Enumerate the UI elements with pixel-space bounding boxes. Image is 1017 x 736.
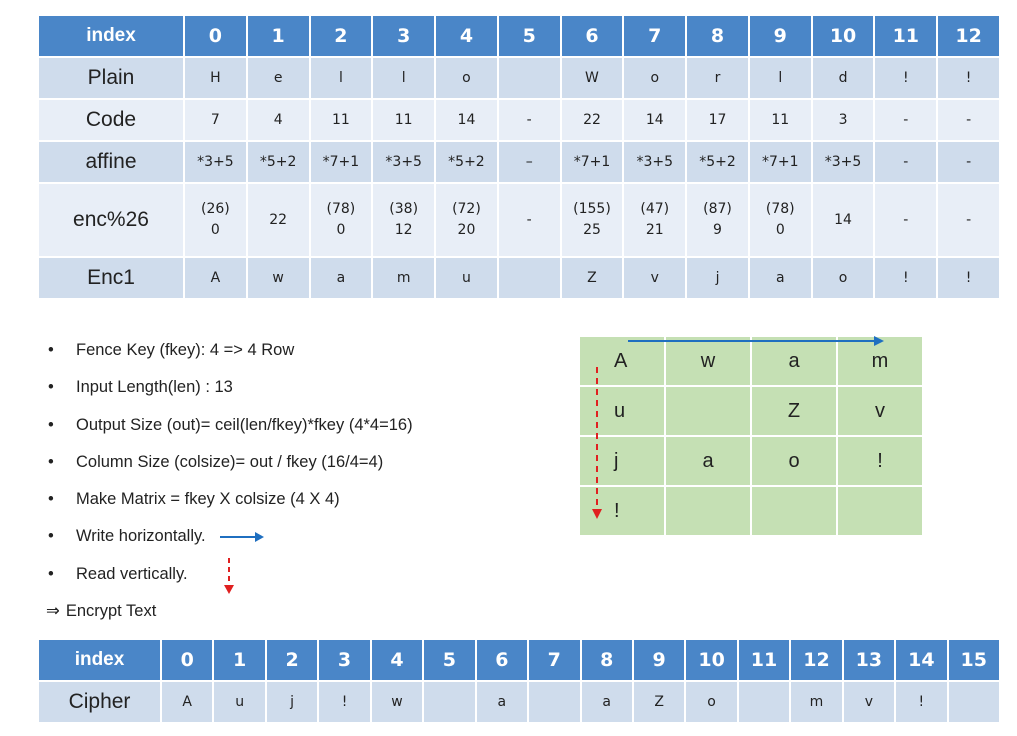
index-header-cell: 11 <box>875 16 936 56</box>
table-cell-line: *3+5 <box>197 153 234 170</box>
table-cell <box>436 184 497 256</box>
table-cell-line: (47) <box>640 201 670 217</box>
plain-row-label-line: Plain <box>87 66 135 89</box>
table-cell-line: - <box>903 211 909 228</box>
table-cell <box>248 58 309 98</box>
enc1-row-label-line: Enc1 <box>87 266 135 289</box>
implies-icon: ⇒ <box>46 602 60 621</box>
table-cell <box>875 58 936 98</box>
table-cell-line: ! <box>965 269 972 286</box>
table-cell-line: 7 <box>210 111 220 128</box>
matrix-row <box>579 436 923 486</box>
index-header-cell: 5 <box>499 16 560 56</box>
table-cell-line: - <box>966 211 972 228</box>
table-cell-line: 0 <box>210 222 220 238</box>
table-cell <box>624 58 685 98</box>
table-cell-line: o <box>838 269 848 286</box>
table-cell <box>562 100 623 140</box>
cipher-cell: w <box>372 682 422 722</box>
fence-matrix <box>578 335 924 537</box>
enc1-row-label <box>39 258 183 298</box>
index-header-cell: 7 <box>624 16 685 56</box>
step-text: Fence Key (fkey): 4 => 4 Row <box>76 341 295 359</box>
enc-mod-row <box>39 184 999 256</box>
cipher-row-label: Cipher <box>39 682 160 722</box>
table-cell-line: e <box>273 69 283 86</box>
table-cell-line: *7+1 <box>762 153 799 170</box>
table-cell-line: l <box>338 69 343 86</box>
table-cell-line: (155) <box>573 201 611 217</box>
cipher-index-cell: 7 <box>529 640 579 680</box>
cipher-index-cell: 0 <box>162 640 212 680</box>
table-cell-line: *5+2 <box>699 153 736 170</box>
table-cell-line: o <box>650 69 660 86</box>
table-cell-line: (78) <box>326 201 356 217</box>
table-cell-line: (38) <box>389 201 419 217</box>
table-cell-line: 20 <box>457 222 476 238</box>
table-cell <box>938 100 999 140</box>
table-cell <box>373 258 434 298</box>
table-cell-line: A <box>210 269 221 286</box>
bullet-icon: • <box>48 415 54 434</box>
step-item <box>48 411 413 448</box>
step-text: Input Length(len) : 13 <box>76 378 233 397</box>
table-cell <box>750 100 811 140</box>
table-cell-line: ! <box>902 69 909 86</box>
table-cell-line: 12 <box>394 222 413 238</box>
table-cell <box>687 258 748 298</box>
table-cell <box>938 258 999 298</box>
matrix-cell <box>665 486 751 536</box>
table-cell <box>499 58 560 98</box>
table-cell-line: a <box>775 269 785 286</box>
bullet-icon: • <box>48 341 54 359</box>
table-cell <box>813 258 874 298</box>
step-item <box>48 485 413 522</box>
table-cell-line: 14 <box>457 111 476 128</box>
table-cell-line: - <box>526 111 532 128</box>
table-cell <box>813 100 874 140</box>
cipher-index-cell: 2 <box>267 640 317 680</box>
plain-row-label <box>39 58 183 98</box>
cipher-index-cell: 15 <box>949 640 999 680</box>
table-cell <box>248 100 309 140</box>
table-cell-line: j <box>715 269 720 286</box>
table-cell <box>562 184 623 256</box>
cipher-table <box>37 638 1001 724</box>
step-text: Column Size (colsize)= out / fkey (16/4=4) <box>76 452 384 471</box>
table-cell-line: 3 <box>838 111 848 128</box>
table-cell-line: - <box>966 153 972 170</box>
enc1-row <box>39 258 999 298</box>
table-cell <box>938 184 999 256</box>
table-cell <box>436 142 497 182</box>
table-cell-line: m <box>396 269 411 286</box>
index-header-cell: 3 <box>373 16 434 56</box>
table-cell <box>938 58 999 98</box>
index-header-cell: 4 <box>436 16 497 56</box>
cipher-index-cell: 9 <box>634 640 684 680</box>
enc-mod-row-label <box>39 184 183 256</box>
table-cell <box>499 142 560 182</box>
cipher-index-cell: 13 <box>844 640 894 680</box>
table-cell <box>687 184 748 256</box>
matrix-cell: ! <box>837 436 923 486</box>
table-cell-line: 4 <box>273 111 283 128</box>
table-cell <box>185 142 246 182</box>
code-row-label <box>39 100 183 140</box>
table-cell <box>311 258 372 298</box>
table-cell <box>248 258 309 298</box>
matrix-cell: u <box>579 386 665 436</box>
table-cell-line: W <box>585 69 599 86</box>
table-cell-line: - <box>903 153 909 170</box>
fence-matrix-grid <box>578 335 924 537</box>
table-cell <box>562 258 623 298</box>
affine-row-label <box>39 142 183 182</box>
table-cell-line: H <box>210 69 221 86</box>
table-cell-line: *3+5 <box>636 153 674 170</box>
table-cell <box>499 184 560 256</box>
cipher-cell: u <box>214 682 264 722</box>
step-text: Write horizontally. <box>76 527 206 546</box>
cipher-index-header-label: index <box>39 640 160 680</box>
table-cell-line: 22 <box>269 211 288 228</box>
matrix-row <box>579 336 923 386</box>
index-header-cell: 0 <box>185 16 246 56</box>
table-cell <box>436 58 497 98</box>
table-cell-line: l <box>401 69 406 86</box>
matrix-cell: a <box>751 336 837 386</box>
table-cell-line: – <box>525 153 533 170</box>
table-cell <box>687 100 748 140</box>
table-cell <box>562 58 623 98</box>
cipher-cell: a <box>477 682 527 722</box>
cipher-index-cell: 5 <box>424 640 474 680</box>
cipher-cell: o <box>686 682 736 722</box>
table-cell-line: *7+1 <box>322 153 360 170</box>
step-item <box>48 522 413 559</box>
table-cell <box>875 100 936 140</box>
right-arrow-icon <box>220 530 266 544</box>
cipher-cell: a <box>582 682 632 722</box>
table-cell <box>436 100 497 140</box>
cipher-row <box>39 682 999 722</box>
affine-row <box>39 142 999 182</box>
table-cell <box>248 184 309 256</box>
bullet-icon: • <box>48 564 54 583</box>
matrix-cell: w <box>665 336 751 386</box>
table-cell-line: d <box>838 69 848 86</box>
cipher-cell: m <box>791 682 841 722</box>
cipher-cell: A <box>162 682 212 722</box>
table-cell <box>185 100 246 140</box>
table-cell-line: (87) <box>703 201 732 217</box>
table-cell-line: *3+5 <box>824 153 862 170</box>
table-cell <box>875 258 936 298</box>
table-cell <box>750 258 811 298</box>
encryption-table <box>37 14 1001 300</box>
table-cell-line: (72) <box>452 201 481 217</box>
step-list <box>48 336 413 634</box>
matrix-cell <box>665 386 751 436</box>
matrix-cell: a <box>665 436 751 486</box>
matrix-row <box>579 386 923 436</box>
cipher-cell <box>529 682 579 722</box>
table-cell-line: ! <box>965 69 972 86</box>
cipher-index-cell: 3 <box>319 640 369 680</box>
table-cell <box>311 100 372 140</box>
table-cell <box>185 184 246 256</box>
step-text: Read vertically. <box>76 564 188 583</box>
table-cell <box>624 100 685 140</box>
table-cell-line: l <box>778 69 783 86</box>
table-cell-line: o <box>462 69 471 86</box>
dashed-down-arrow-icon <box>222 558 236 596</box>
matrix-cell: ! <box>579 486 665 536</box>
index-header-row <box>39 16 999 56</box>
table-cell <box>373 184 434 256</box>
table-cell <box>938 142 999 182</box>
code-row <box>39 100 999 140</box>
matrix-cell: Z <box>751 386 837 436</box>
table-cell-line: *5+2 <box>448 153 485 170</box>
affine-row-label-line: affine <box>85 150 137 173</box>
table-cell-line: 22 <box>583 111 601 128</box>
table-cell <box>750 142 811 182</box>
table-cell <box>436 258 497 298</box>
cipher-cell: ! <box>896 682 946 722</box>
matrix-cell: j <box>579 436 665 486</box>
cipher-index-cell: 14 <box>896 640 946 680</box>
table-cell <box>813 142 874 182</box>
table-cell <box>499 100 560 140</box>
table-cell <box>311 58 372 98</box>
table-cell-line: - <box>903 111 909 128</box>
table-cell-line: 9 <box>713 222 722 238</box>
index-header-cell: 6 <box>562 16 623 56</box>
step-item <box>48 373 413 410</box>
cipher-index-cell: 6 <box>477 640 527 680</box>
step-result <box>48 597 413 634</box>
table-cell-line: *7+1 <box>573 153 611 170</box>
table-cell <box>499 258 560 298</box>
bullet-icon: • <box>48 452 54 471</box>
table-cell-line: 21 <box>645 222 664 238</box>
table-cell <box>687 58 748 98</box>
index-header-cell: 9 <box>750 16 811 56</box>
table-cell <box>687 142 748 182</box>
table-cell-line: (78) <box>765 201 795 217</box>
table-cell <box>813 58 874 98</box>
table-cell-line: w <box>272 269 284 286</box>
cipher-index-cell: 12 <box>791 640 841 680</box>
table-cell-line: (26) <box>201 201 230 217</box>
table-cell-line: 17 <box>708 111 727 128</box>
table-cell-line: - <box>966 111 972 128</box>
index-header-cell: 1 <box>248 16 309 56</box>
cipher-index-cell: 4 <box>372 640 422 680</box>
step-item <box>48 336 413 373</box>
bullet-icon: • <box>48 378 54 397</box>
table-cell <box>624 142 685 182</box>
table-cell-line: Z <box>587 269 597 286</box>
cipher-cell: v <box>844 682 894 722</box>
cipher-cell: ! <box>319 682 369 722</box>
table-cell <box>373 100 434 140</box>
matrix-cell: v <box>837 386 923 436</box>
table-cell-line: ! <box>902 269 909 286</box>
table-cell-line: u <box>462 269 471 286</box>
matrix-cell: o <box>751 436 837 486</box>
table-cell <box>185 58 246 98</box>
table-cell <box>624 184 685 256</box>
index-header-cell: 10 <box>813 16 874 56</box>
cipher-index-header-row <box>39 640 999 680</box>
step-item <box>48 448 413 485</box>
index-header-label: index <box>39 16 183 56</box>
cipher-index-cell: 11 <box>739 640 789 680</box>
code-row-label-line: Code <box>85 108 137 131</box>
matrix-cell <box>751 486 837 536</box>
table-cell <box>562 142 623 182</box>
plain-row <box>39 58 999 98</box>
table-cell-line: 0 <box>336 222 346 238</box>
table-cell-line: 11 <box>394 111 413 128</box>
index-header-cell: 12 <box>938 16 999 56</box>
index-header-cell: 8 <box>687 16 748 56</box>
table-cell-line: 25 <box>583 222 601 238</box>
step-item <box>48 560 413 597</box>
matrix-cell: m <box>837 336 923 386</box>
table-cell-line: 11 <box>332 111 350 128</box>
table-cell <box>750 58 811 98</box>
table-cell-line: r <box>714 69 721 86</box>
index-header-cell: 2 <box>311 16 372 56</box>
table-cell-line: 14 <box>834 211 852 228</box>
table-cell-line: *3+5 <box>385 153 422 170</box>
table-cell-line: v <box>650 269 659 286</box>
table-cell <box>624 258 685 298</box>
bullet-icon: • <box>48 527 54 546</box>
table-cell-line: *5+2 <box>259 153 297 170</box>
cipher-cell <box>949 682 999 722</box>
matrix-row <box>579 486 923 536</box>
cipher-cell <box>739 682 789 722</box>
cipher-cell <box>424 682 474 722</box>
bullet-icon: • <box>48 490 54 509</box>
table-cell <box>750 184 811 256</box>
table-cell <box>185 258 246 298</box>
cipher-index-cell: 1 <box>214 640 264 680</box>
table-cell-line: 11 <box>771 111 790 128</box>
table-cell-line: 0 <box>775 222 785 238</box>
cipher-index-cell: 8 <box>582 640 632 680</box>
table-cell <box>875 184 936 256</box>
table-cell <box>875 142 936 182</box>
cipher-index-cell: 10 <box>686 640 736 680</box>
table-cell-line: - <box>526 211 532 228</box>
step-text: Make Matrix = fkey X colsize (4 X 4) <box>76 490 340 509</box>
matrix-cell <box>837 486 923 536</box>
step-text: Output Size (out)= ceil(len/fkey)*fkey (4*4=16) <box>76 415 413 434</box>
table-cell-line: 14 <box>645 111 664 128</box>
enc-mod-row-label-line: enc <box>73 208 107 231</box>
table-cell <box>373 142 434 182</box>
table-cell <box>311 184 372 256</box>
cipher-cell: Z <box>634 682 684 722</box>
step-result-text: Encrypt Text <box>65 602 157 621</box>
cipher-cell: j <box>267 682 317 722</box>
table-cell <box>248 142 309 182</box>
matrix-cell: A <box>579 336 665 386</box>
table-cell <box>373 58 434 98</box>
table-cell <box>311 142 372 182</box>
table-cell-line: a <box>336 269 346 286</box>
enc-mod-row-label-line: %26 <box>106 208 149 231</box>
table-cell <box>813 184 874 256</box>
